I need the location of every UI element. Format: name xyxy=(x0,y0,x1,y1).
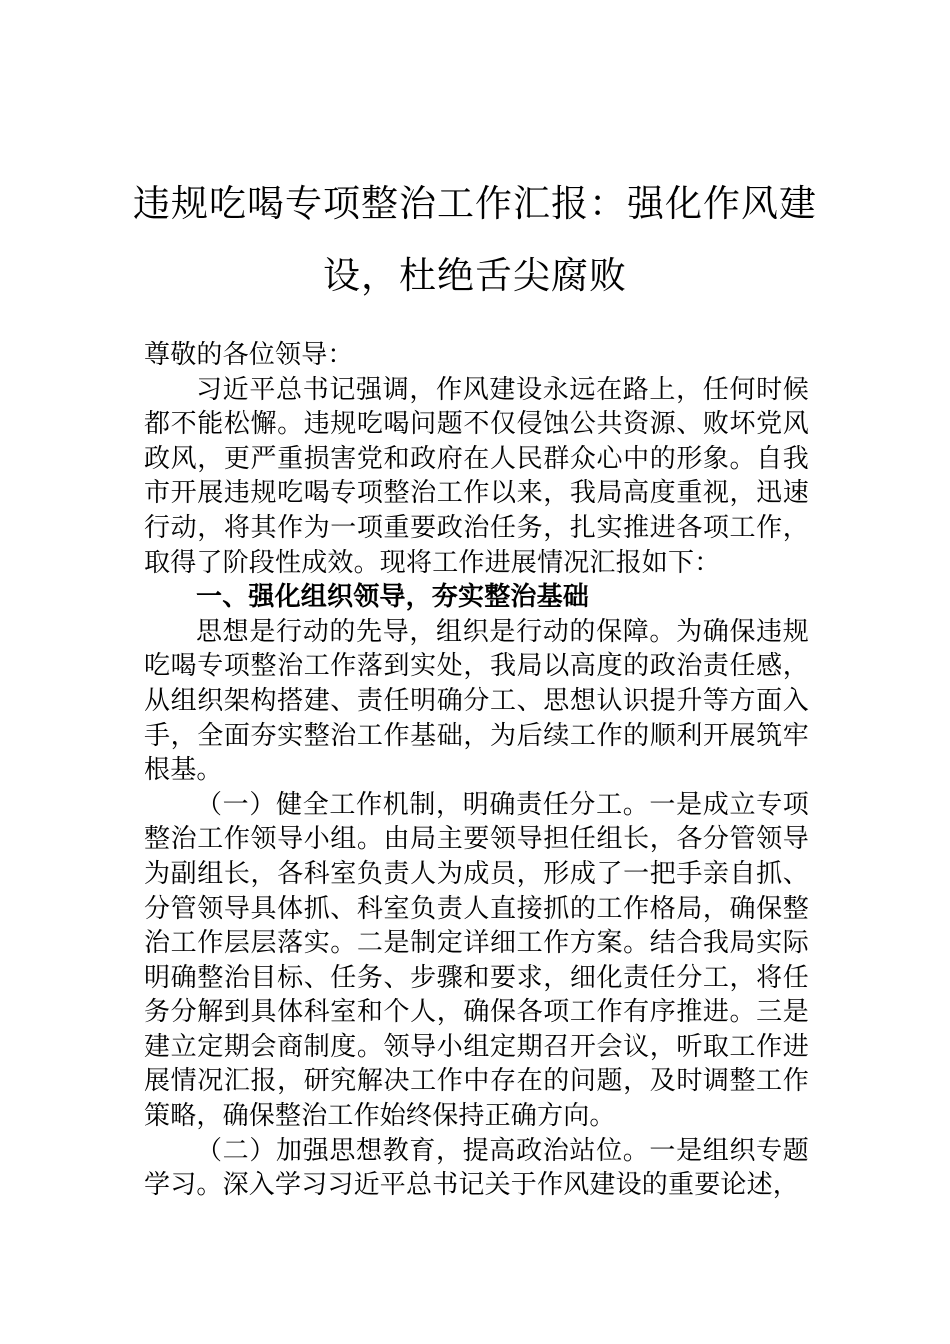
paragraph-subsection-1: （一）健全工作机制，明确责任分工。一是成立专项整治工作领导小组。由局主要领导担任组长，各分管领导为副组长，各科室负责人为成员，形成了一把手亲自抓、分管领导具体抓、科室负责人直接抓的工作格局，确保整治工作层层落实。二是制定详细工作方案。结合我局实际明确整治目标、任务、步骤和要求，细化责任分工，将任务分解到具体科室和个人，确保各项工作有序推进。三是建立定期会商制度。领导小组定期召开会议，听取工作进展情况汇报，研究解决工作中存在的问题，及时调整工作策略，确保整治工作始终保持正确方向。 xyxy=(144,789,809,1132)
title-line-1: 违规吃喝专项整治工作汇报：强化作风建 xyxy=(133,182,817,225)
paragraph-section-1: 思想是行动的先导，组织是行动的保障。为确保违规吃喝专项整治工作落到实处，我局以高度的政治责任感，从组织架构搭建、责任明确分工、思想认识提升等方面入手，全面夯实整治工作基础，为后续工作的顺利开展筑牢根基。 xyxy=(144,616,809,786)
document-title xyxy=(100,168,850,312)
title-line-2: 设，杜绝舌尖腐败 xyxy=(323,254,627,297)
paragraph-intro: 习近平总书记强调，作风建设永远在路上，任何时候都不能松懈。违规吃喝问题不仅侵蚀公共资源、败坏党风政风，更严重损害党和政府在人民群众心中的形象。自我市开展违规吃喝专项整治工作以来，我局高度重视，迅速行动，将其作为一项重要政治任务，扎实推进各项工作，取得了阶段性成效。现将工作进展情况汇报如下： xyxy=(144,374,809,578)
document-body xyxy=(144,338,809,1203)
section-heading-1: 一、强化组织领导，夯实整治基础 xyxy=(196,582,590,613)
paragraph-subsection-2: （二）加强思想教育，提高政治站位。一是组织专题学习。深入学习习近平总书记关于作风建设的重要论述， xyxy=(144,1135,809,1201)
salutation: 尊敬的各位领导： xyxy=(144,340,354,370)
